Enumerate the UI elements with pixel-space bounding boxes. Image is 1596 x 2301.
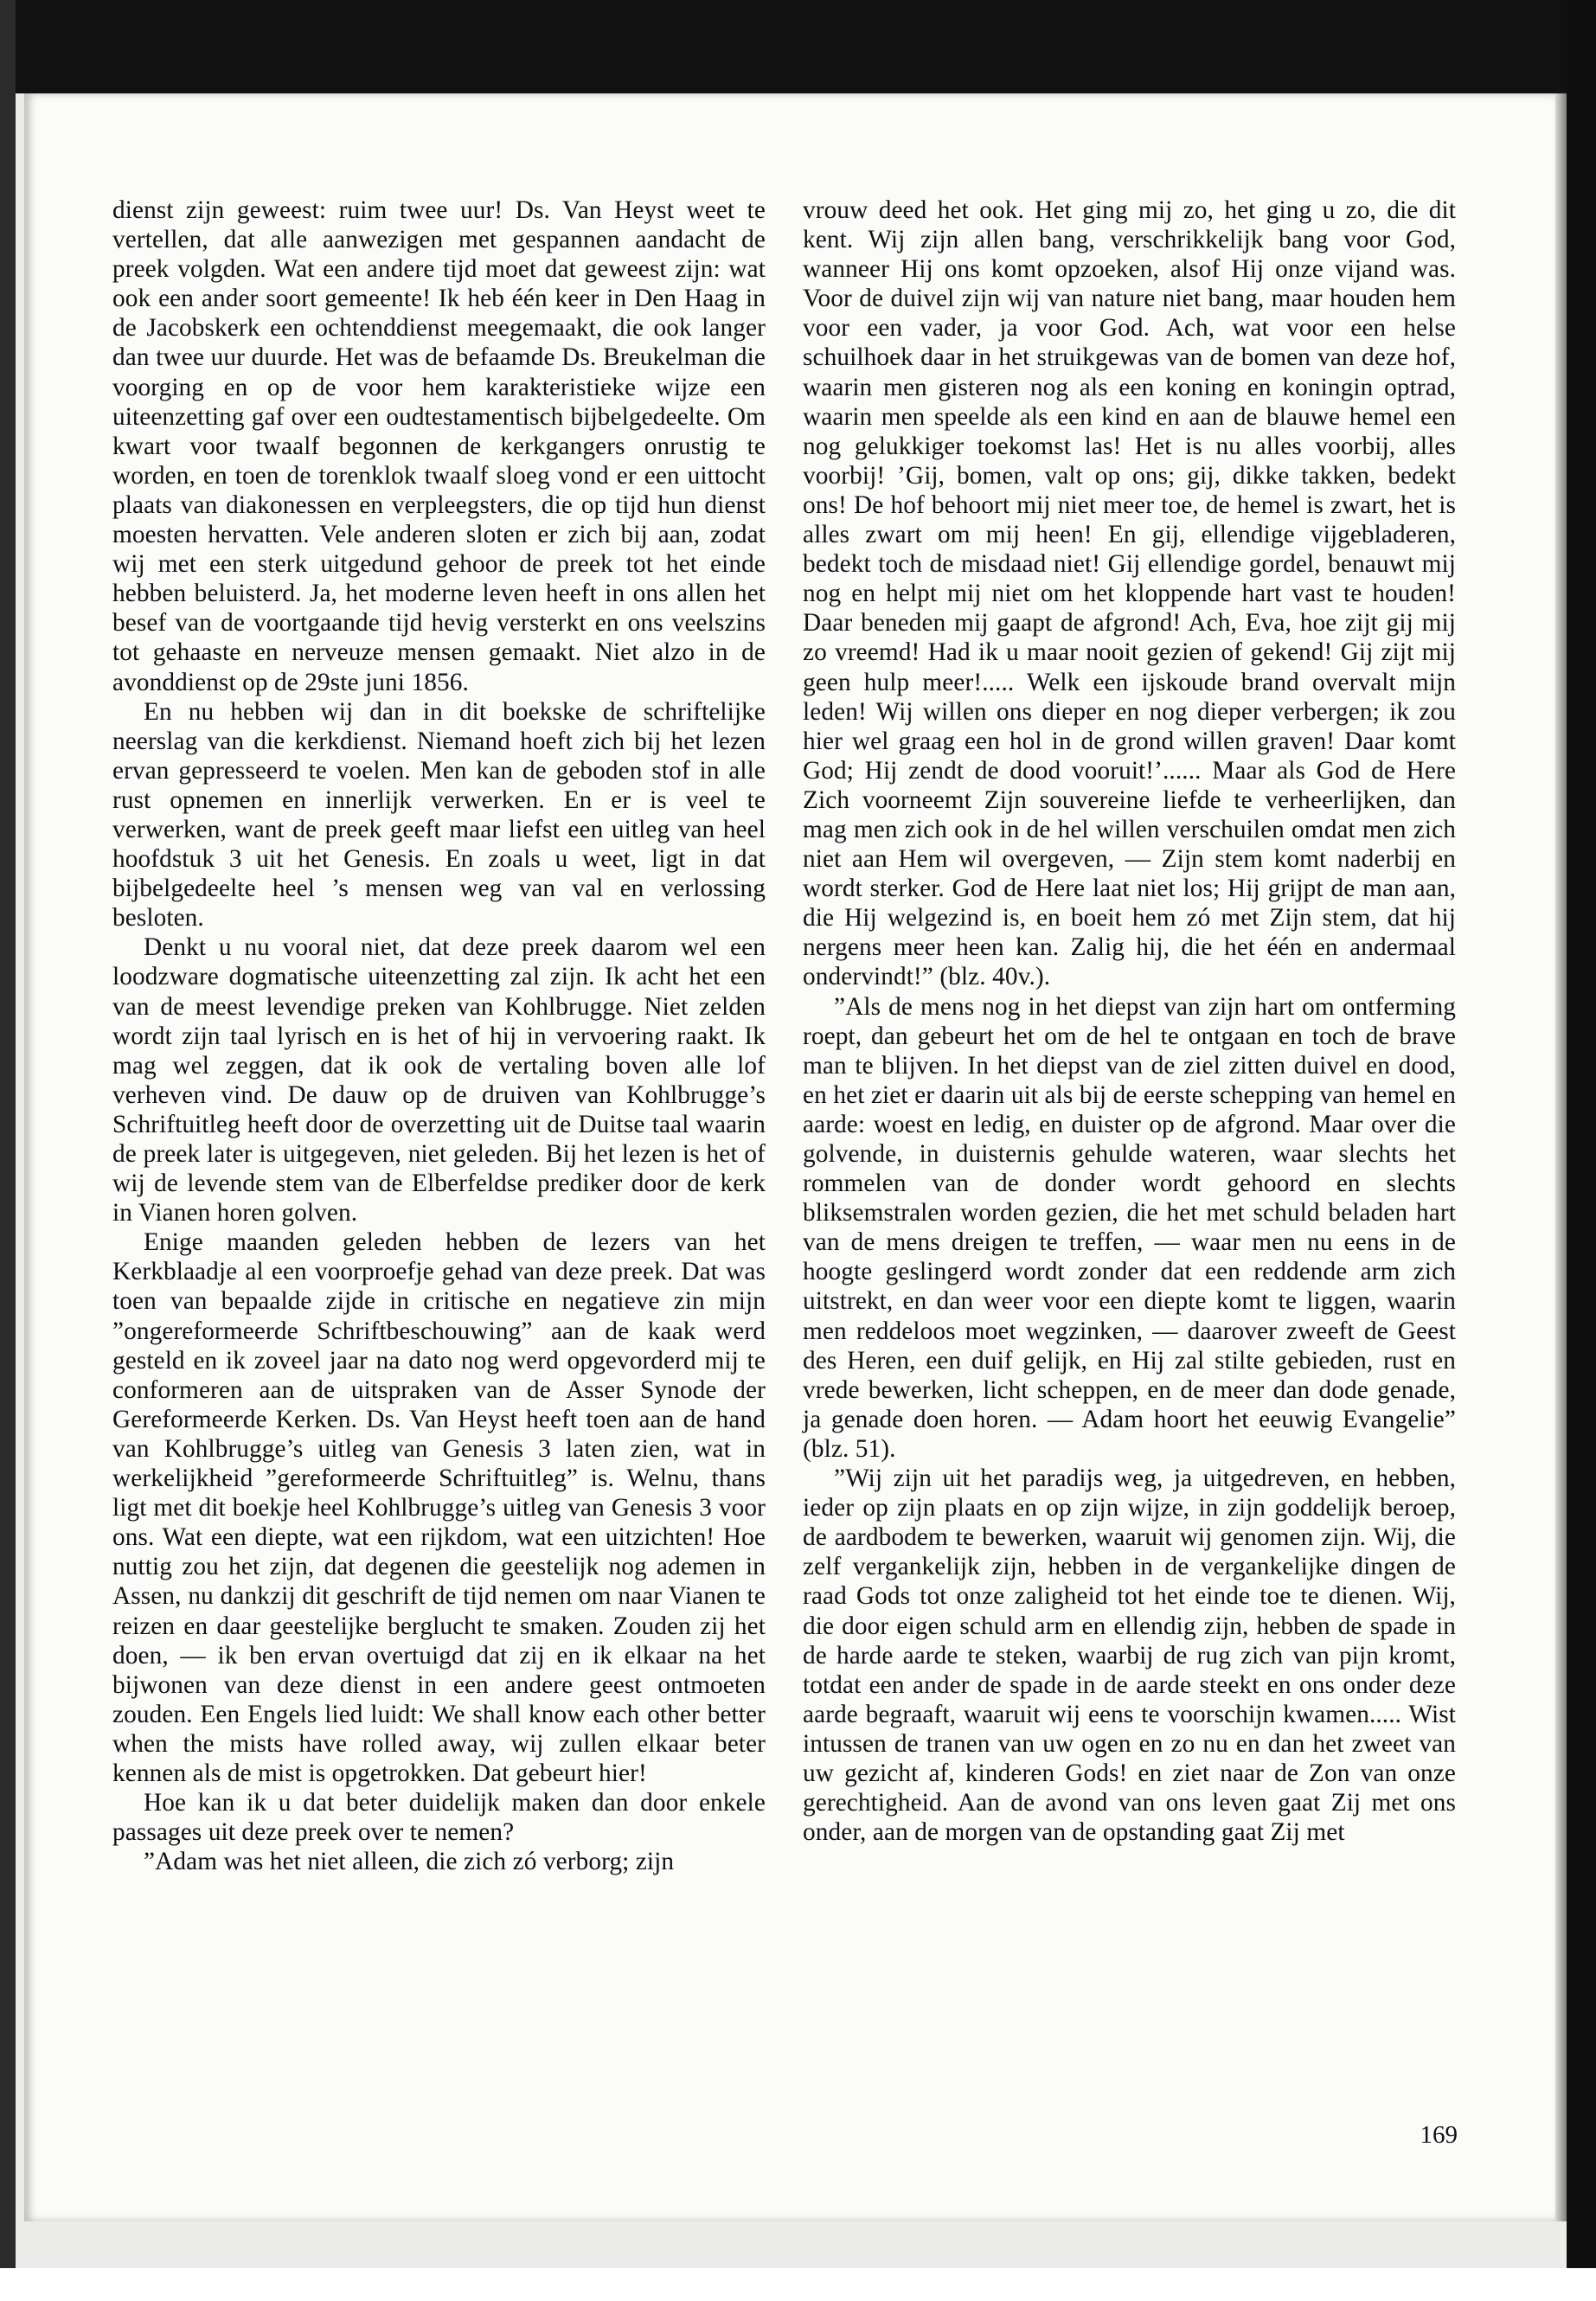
paragraph: ”Als de mens nog in het diepst van zijn hart om ontferming roept, dan gebeurt het om de hel te ontgaan en toch de brave man te blijven. In het diepst van de ziel zitten duivel en dood, en het ziet er daarin uit als bij de eerste schepping van hemel en aarde: woest en ledig, en duister op de afgrond. Maar over die golvende, in duisternis gehulde wateren, waar slechts het rommelen van de donder wordt gehoord en slechts bliksemstralen worden gezien, die het met schuld beladen hart van de mens dreigen te treffen, — waar men nu eens in de hoogte geslingerd wordt zonder dat een reddende arm zich uitstrekt, en dan weer voor een diepte komt te liggen, waarin men reddeloos moet wegzinken, — daarover zweeft de Geest des Heren, een duif gelijk, en Hij zal stilte gebieden, rust en vrede bewerken, licht scheppen, en de meer dan dode genade, ja genade doen horen. — Adam hoort het eeuwig Evangelie” (blz. 51).: [803, 992, 1456, 1463]
scan-right-border: [1567, 0, 1596, 2301]
page-edge-shadow: [1555, 93, 1567, 2221]
paragraph: Denkt u nu vooral niet, dat deze preek daarom wel een loodzware dogmatische uiteenzetting zal zijn. Ik acht het een van de meest levendige preken van Kohlbrugge. Niet zelden wordt zijn taal lyrisch en is het of hij in vervoering raakt. Ik mag wel zeggen, dat ik ook de vertaling boven alle lof verheven vind. De dauw op de druiven van Kohlbrugge’s Schriftuitleg heeft door de overzetting uit de Duitse taal waarin de preek later is uitgegeven, niet geleden. Bij het lezen is het of wij de levende stem van de Elberfeldse prediker door de kerk in Vianen horen golven.: [112, 933, 766, 1227]
paragraph: dienst zijn geweest: ruim twee uur! Ds. Van Heyst weet te vertellen, dat alle aanwezigen met gespannen aandacht de preek volgden. Wat een andere tijd moet dat geweest zijn: wat ook een ander soort gemeente! Ik heb één keer in Den Haag in de Jacobskerk een ochtenddienst meegemaakt, die ook langer dan twee uur duurde. Het was de befaamde Ds. Breukelman die voorging en op de voor hem karakteristieke wijze een uiteenzetting gaf over een oudtestamentisch bijbelgedeelte. Om kwart voor twaalf begonnen de kerkgangers onrustig te worden, en toen de torenklok twaalf sloeg vond er een uittocht plaats van diakonessen en verpleegsters, die op tijd hun dienst moesten hervatten. Vele anderen sloten er zich bij aan, zodat wij met een sterk uitgedund gehoor de preek tot het einde hebben beluisterd. Ja, het moderne leven heeft in ons allen het besef van de voortgaande tijd hevig versterkt en ons veelszins tot gehaaste en nerveuze mensen gemaakt. Niet alzo in de avonddienst op de 29ste juni 1856.: [112, 196, 766, 696]
paragraph: ”Adam was het niet alleen, die zich zó verborg; zijn: [144, 1848, 675, 1876]
paragraph: vrouw deed het ook. Het ging mij zo, het ging u zo, die dit kent. Wij zijn allen bang, verschrikkelijk bang voor God, wanneer Hij ons komt opzoeken, alsof Hij onze vijand was. Voor de duivel zijn wij van nature niet bang, maar houden hem voor een vader, ja voor God. Ach, wat voor een helse schuilhoek daar in het struikgewas van de bomen van deze hof, waarin men gisteren nog als een koning en koningin optrad, waarin men speelde als een kind en aan de blauwe hemel een nog gelukkiger toekomst las! Het is nu alles voorbij, alles voorbij! ’Gij, bomen, valt op ons; gij, dikke takken, bedekt ons! De hof behoort mij niet meer toe, de hemel is zwart, het is alles zwart om mij heen! En gij, ellendige vijgebladeren, bedekt toch de misdaad niet! Gij ellendige gordel, benauwt mij nog en helpt mij niet om het kloppende hart vast te houden! Daar beneden mij gaapt de afgrond! Ach, Eva, hoe zijt gij mij zo vreemd! Had ik u maar nooit gezien of gekend! Gij zijt mij geen hulp meer!..... Welk een ijskoude brand overvalt mijn leden! Wij willen ons dieper en nog dieper verbergen; ik zou hier wel graag een hol in de grond willen graven! Daar komt God; Hij zendt de dood vooruit!’...... Maar als God de Here Zich voorneemt Zijn souvereine liefde te verheerlijken, dan mag men zich ook in de hel willen verschuilen omdat men zich niet aan Hem wil overgeven, — Zijn stem komt naderbij en wordt sterker. God de Here laat niet los; Hij grijpt de man aan, die Hij welgezind is, en boeit hem zó met Zijn stem, dat hij nergens meer heen kan. Zalig hij, die het één en andermaal ondervindt!” (blz. 40v.).: [803, 196, 1456, 991]
right-text-column: [803, 195, 1456, 1847]
paragraph: En nu hebben wij dan in dit boekske de schriftelijke neerslag van die kerkdienst. Niemand hoeft zich bij het lezen ervan gepresseerd te voelen. Men kan de geboden stof in alle rust opnemen en innerlijk verwerken. En er is veel te verwerken, want de preek geeft maar liefst een uitleg van heel hoofdstuk 3 uit het Genesis. En zoals u weet, ligt in dat bijbelgedeelte heel ’s mensen weg van val en verlossing besloten.: [112, 697, 766, 933]
left-text-column: [112, 195, 766, 1876]
scan-bottom-margin: [0, 2268, 1596, 2301]
scan-left-border: [0, 0, 16, 2301]
paragraph: Hoe kan ik u dat beter duidelijk maken dan door enkele passages uit deze preek over te nemen?: [112, 1789, 766, 1847]
scan-top-border: [0, 0, 1596, 93]
page-number: 169: [1420, 2121, 1458, 2149]
paragraph: Enige maanden geleden hebben de lezers van het Kerkblaadje al een voorproefje gehad van deze preek. Dat was toen van bepaalde zijde in critische en negatieve zin mijn ”ongereformeerde Schriftbeschouwing” aan de kaak werd gesteld en ik zoveel jaar na dato nog werd opgevorderd mij te conformeren aan de uitspraken van de Asser Synode der Gereformeerde Kerken. Ds. Van Heyst heeft toen aan de hand van Kohlbrugge’s uitleg van Genesis 3 laten zien, wat in werkelijkheid ”gereformeerde Schriftuitleg” is. Welnu, thans ligt met dit boekje heel Kohlbrugge’s uitleg van Genesis 3 voor ons. Wat een diepte, wat een rijkdom, wat een uitzichten! Hoe nuttig zou het zijn, dat degenen die geestelijk nog ademen in Assen, nu dankzij dit geschrift de tijd nemen om naar Vianen te reizen en daar geestelijke berglucht te smaken. Zouden zij het doen, — ik ben ervan overtuigd dat zij en ik elkaar na het bijwonen van deze dienst in een andere geest ontmoeten zouden. Een Engels lied luidt: We shall know each other better when the mists have rolled away, wij zullen elkaar beter kennen als de mist is opgetrokken. Dat gebeurt hier!: [112, 1228, 766, 1787]
paragraph: ”Wij zijn uit het paradijs weg, ja uitgedreven, en hebben, ieder op zijn plaats en op zijn wijze, in zijn goddelijk beroep, de aardbodem te bewerken, waaruit wij genomen zijn. Wij, die zelf vergankelijk zijn, hebben in de vergankelijke dingen de raad Gods tot onze zaligheid tot het einde toe te dienen. Wij, die door eigen schuld arm en ellendig zijn, hebben de spade in de harde aarde te steken, waarbij de rug zich van pijn kromt, totdat een ander de spade in de aarde steekt en ons onder deze aarde begraaft, waaruit wij eens te voorschijn kwamen..... Wist intussen de tranen van uw ogen en zo nu en dan het zweet van uw gezicht af, kinderen Gods! en ziet naar de Zon van onze gerechtigheid. Aan de avond van ons leven gaat Zij met ons onder, aan de morgen van de opstanding gaat Zij met: [803, 1465, 1456, 1847]
